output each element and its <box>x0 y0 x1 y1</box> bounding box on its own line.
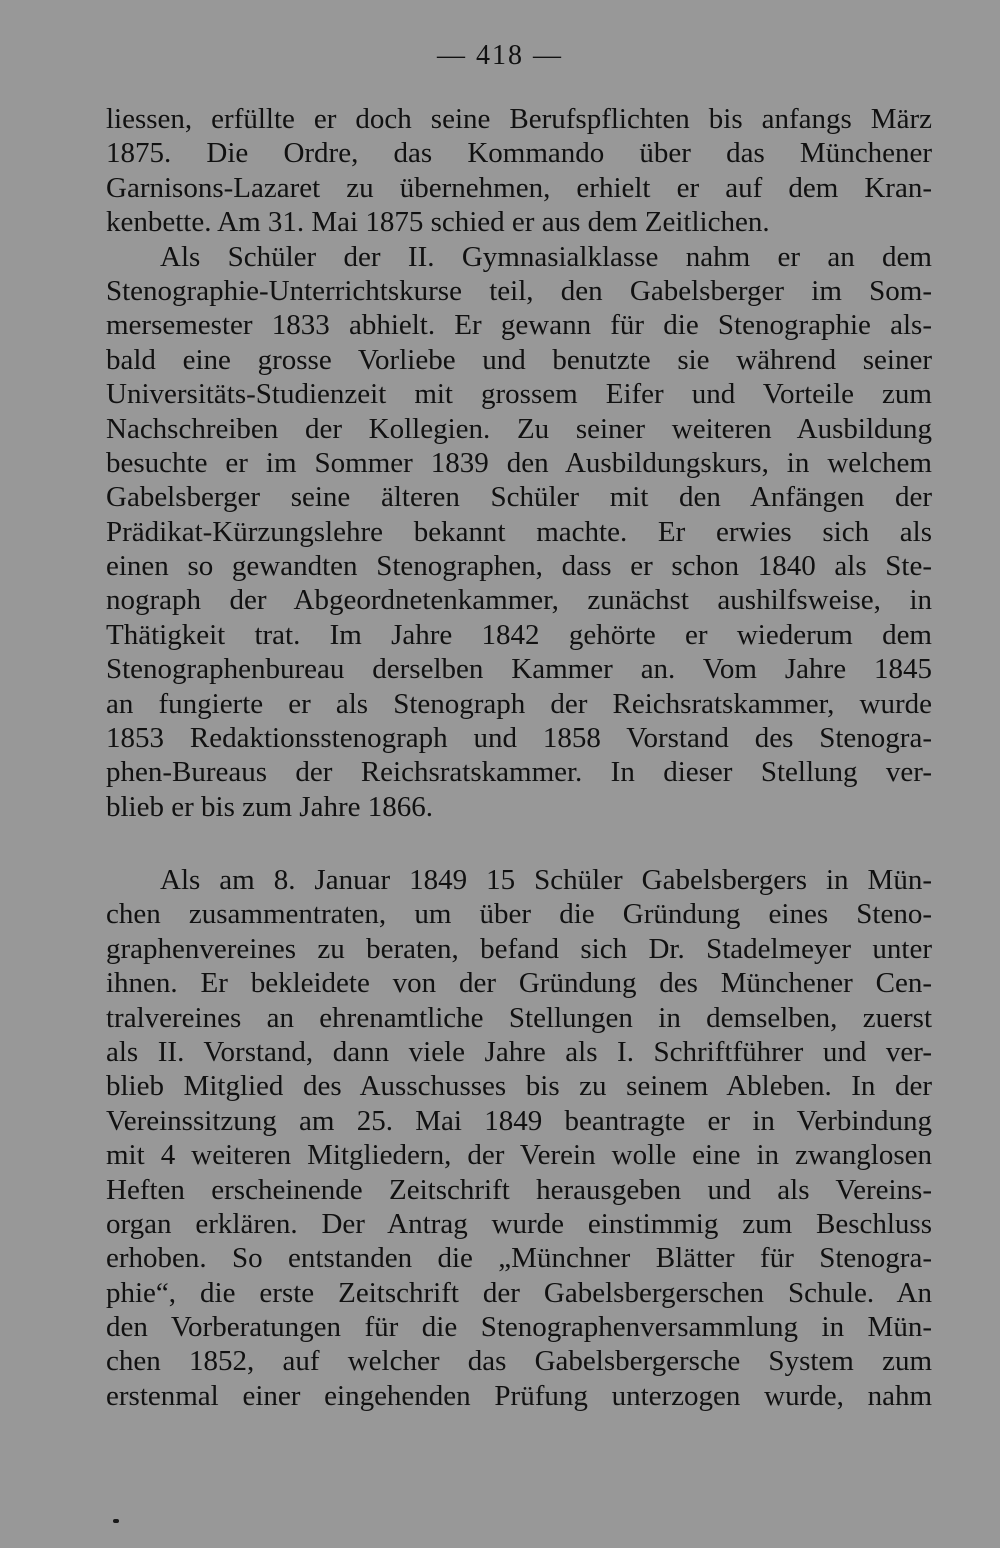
text-line: einen so gewandten Stenographen, dass er schon 1840 als Ste- <box>106 550 932 583</box>
text-line: Gabelsberger seine älteren Schüler mit den Anfängen der <box>106 481 932 514</box>
text-line: 1853 Redaktionsstenograph und 1858 Vorstand des Stenogra- <box>106 722 932 755</box>
text-line: 1875. Die Ordre, das Kommando über das Münchener <box>106 137 932 170</box>
text-line: mersemester 1833 abhielt. Er gewann für die Stenographie als- <box>106 309 932 342</box>
text-line: als II. Vorstand, dann viele Jahre als I. Schriftführer und ver- <box>106 1035 932 1068</box>
text-block-bottom <box>106 863 932 1413</box>
text-line: Universitäts-Studienzeit mit grossem Eifer und Vorteile zum <box>106 378 932 411</box>
text-line: blieb er bis zum Jahre 1866. <box>106 790 433 823</box>
text-line: chen zusammentraten, um über die Gründung eines Steno- <box>106 898 932 931</box>
text-line: ihnen. Er bekleidete von der Gründung des Münchener Cen- <box>106 967 932 1000</box>
text-line: blieb Mitglied des Ausschusses bis zu seinem Ableben. In der <box>106 1070 932 1103</box>
text-line: Stenographenbureau derselben Kammer an. Vom Jahre 1845 <box>106 653 932 686</box>
text-line: Thätigkeit trat. Im Jahre 1842 gehörte er wiederum dem <box>106 618 932 651</box>
text-line: kenbette. Am 31. Mai 1875 schied er aus dem Zeitlichen. <box>106 206 770 239</box>
text-line: an fungierte er als Stenograph der Reichsratskammer, wurde <box>106 687 932 720</box>
text-line: Als Schüler der II. Gymnasialklasse nahm er an dem <box>160 240 932 273</box>
text-line: organ erklären. Der Antrag wurde einstimmig zum Beschluss <box>106 1207 932 1240</box>
text-line: tralvereines an ehrenamtliche Stellungen in demselben, zuerst <box>106 1001 932 1034</box>
ink-speck <box>113 1519 119 1523</box>
text-line: graphenvereines zu beraten, befand sich Dr. Stadelmeyer unter <box>106 932 932 965</box>
text-line: phie“, die erste Zeitschrift der Gabelsbergerschen Schule. An <box>106 1276 932 1309</box>
text-line: Prädikat-Kürzungslehre bekannt machte. Er erwies sich als <box>106 515 932 548</box>
text-line: chen 1852, auf welcher das Gabelsbergersche System zum <box>106 1345 932 1378</box>
text-line: erstenmal einer eingehenden Prüfung unterzogen wurde, nahm <box>106 1379 932 1412</box>
text-line: Stenographie-Unterrichtskurse teil, den Gabelsberger im Som- <box>106 274 932 307</box>
text-line: Heften erscheinende Zeitschrift herausgeben und als Vereins- <box>106 1173 932 1206</box>
text-line: nograph der Abgeordnetenkammer, zunächst aushilfsweise, in <box>106 584 932 617</box>
text-line: bald eine grosse Vorliebe und benutzte sie während seiner <box>106 343 932 376</box>
text-line: besuchte er im Sommer 1839 den Ausbildungskurs, in welchem <box>106 446 932 479</box>
text-line: Als am 8. Januar 1849 15 Schüler Gabelsbergers in Mün- <box>160 864 932 896</box>
text-line: Vereinssitzung am 25. Mai 1849 beantragte er in Verbindung <box>106 1104 932 1137</box>
text-line: phen-Bureaus der Reichsratskammer. In dieser Stellung ver- <box>106 756 932 789</box>
text-line: mit 4 weiteren Mitgliedern, der Verein wolle eine in zwanglosen <box>106 1139 932 1172</box>
text-line: Garnisons-Lazaret zu übernehmen, erhielt er auf dem Kran- <box>106 171 932 204</box>
text-line: den Vorberatungen für die Stenographenversammlung in Mün- <box>106 1311 932 1344</box>
text-line: erhoben. So entstanden die „Münchner Blätter für Stenogra- <box>106 1242 932 1275</box>
text-line: Nachschreiben der Kollegien. Zu seiner weiteren Ausbildung <box>106 412 932 445</box>
text-block-top <box>106 102 932 824</box>
text-line: liessen, erfüllte er doch seine Berufspflichten bis anfangs März <box>106 103 932 135</box>
page-number: — 418 — <box>437 40 563 71</box>
